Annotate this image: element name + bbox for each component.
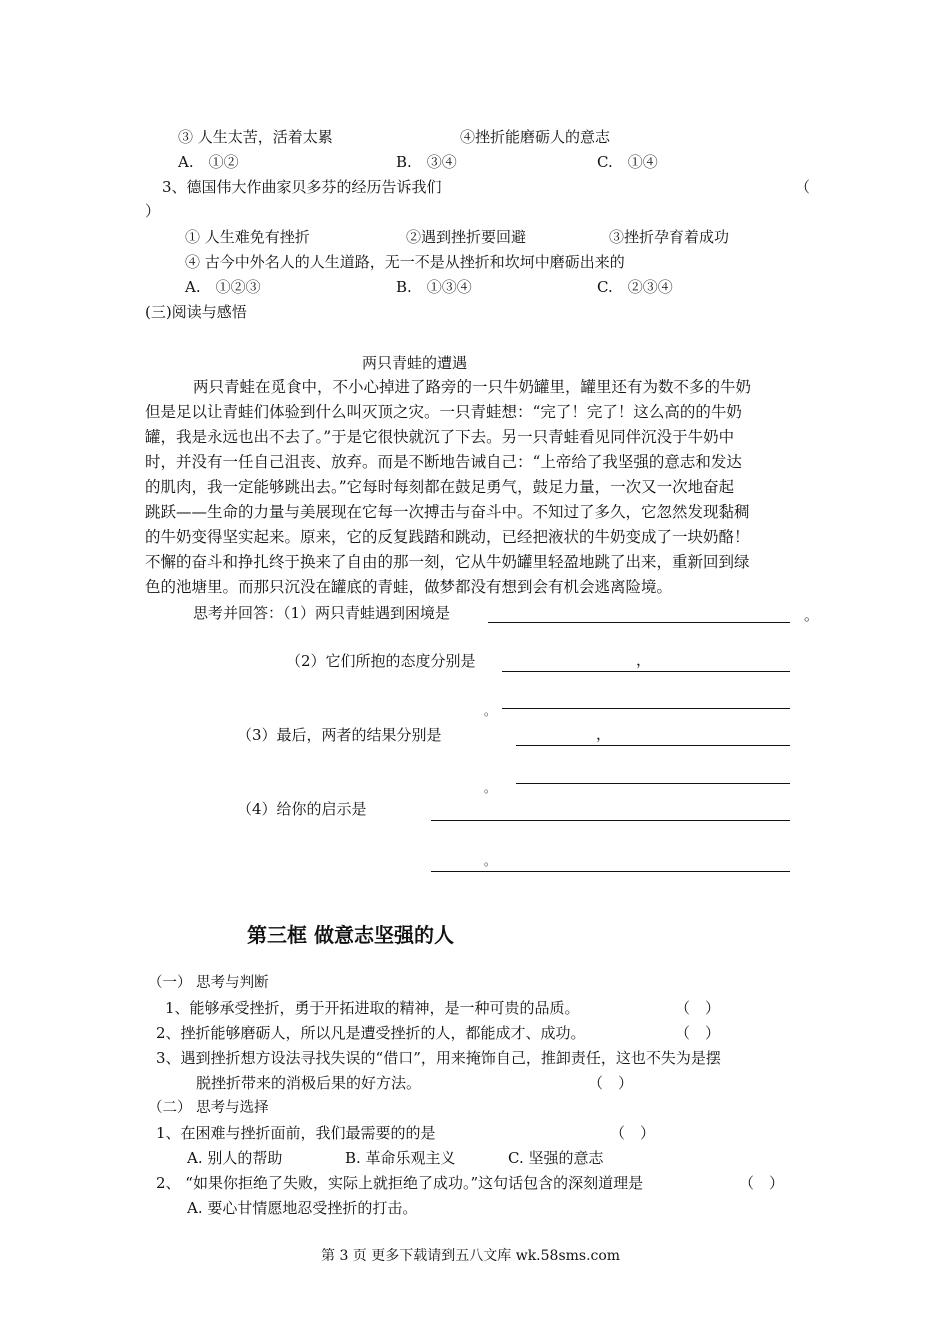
choice-b: B. ③④ — [396, 153, 457, 171]
comma-mark: ， — [596, 725, 612, 743]
answer-line[interactable] — [488, 622, 790, 623]
think-question-4: （4）给你的启示是 — [237, 800, 367, 818]
chapter-title: 第三框 做意志坚强的人 — [247, 923, 454, 947]
judge-heading: （一） 思考与判断 — [148, 975, 269, 991]
answer-paren: （ ） — [675, 1024, 721, 1042]
story-line: 两只青蛙在觅食中，不小心掉进了路旁的一只牛奶罐里，罐里还有为数不多的牛奶 — [193, 378, 752, 396]
choice-1-b: B. 革命乐观主义 — [345, 1149, 456, 1167]
think-question-1: 思考并回答：（1）两只青蛙遇到困境是 — [193, 604, 451, 622]
choice-1-a: A. 别人的帮助 — [187, 1149, 283, 1167]
answer-paren-close: ） — [145, 202, 161, 220]
answer-paren: （ ） — [610, 1124, 656, 1142]
judge-item-1: 1、能够承受挫折，勇于开拓进取的精神，是一种可贵的品质。 — [165, 999, 580, 1017]
answer-line[interactable] — [516, 783, 790, 784]
answer-paren: （ ） — [739, 1174, 785, 1192]
choice-2-a: A. 要心甘情愿地忍受挫折的打击。 — [187, 1199, 418, 1217]
choice-item-1: 1、在困难与挫折面前，我们最需要的的是 — [156, 1124, 436, 1142]
choice-1-c: C. 坚强的意志 — [508, 1149, 604, 1167]
answer-line[interactable] — [431, 871, 790, 872]
story-line: 跳跃——生命的力量与美展现在它每一次搏击与奋斗中。不知过了多久，它忽然发现黏稠 — [145, 503, 750, 521]
option-3: ③ 人生太苦，活着太累 — [178, 128, 333, 146]
answer-paren: （ ） — [588, 1074, 634, 1092]
q3-option-3: ③挫折孕育着成功 — [609, 228, 730, 246]
judge-item-3-cont: 脱挫折带来的消极后果的好方法。 — [196, 1074, 422, 1092]
story-line: 色的池塘里。而那只沉没在罐底的青蛙，做梦都没有想到会有机会逃离险境。 — [145, 578, 673, 596]
choice-c: C. ①④ — [597, 153, 658, 171]
answer-line[interactable] — [431, 820, 790, 821]
story-line: 但是足以让青蛙们体验到什么叫灭顶之灾。一只青蛙想：“完了！完了！这么高的的牛奶 — [145, 403, 742, 421]
answer-paren-open: （ — [795, 178, 811, 196]
section-heading: (三)阅读与感悟 — [145, 303, 247, 321]
period-mark: 。 — [804, 606, 820, 624]
answer-paren: （ ） — [675, 999, 721, 1017]
story-title: 两只青蛙的遭遇 — [362, 354, 468, 372]
q3-choice-c: C. ②③④ — [597, 278, 673, 296]
story-line: 不懈的奋斗和挣扎终于换来了自由的那一刻，它从牛奶罐里轻盈地跳了出来，重新回到绿 — [145, 553, 750, 571]
question-3: 3、德国伟大作曲家贝多芬的经历告诉我们 — [162, 178, 442, 196]
answer-line[interactable] — [502, 671, 790, 672]
judge-item-3: 3、遇到挫折想方设法寻找失误的“借口”，用来掩饰自己，推卸责任，这也不失为是摆 — [156, 1049, 721, 1067]
comma-mark: ， — [636, 651, 652, 669]
page-footer: 第 3 页 更多下载请到五八文库 wk.58sms.com — [321, 1248, 621, 1264]
story-line: 时，并没有一任自己沮丧、放弃。而是不断地告诫自己：“上帝给了我坚强的意志和发达 — [145, 453, 742, 471]
period-mark: 。 — [484, 781, 497, 795]
q3-option-1: ① 人生难免有挫折 — [185, 228, 310, 246]
choice-item-2: 2、 “如果你拒绝了失败，实际上就拒绝了成功。”这句话包含的深刻道理是 — [156, 1174, 644, 1192]
q3-option-2: ②遇到挫折要回避 — [406, 228, 527, 246]
period-mark: 。 — [484, 704, 497, 718]
answer-line[interactable] — [502, 708, 790, 709]
answer-line[interactable] — [516, 745, 790, 746]
story-line: 的肌肉，我一定能够跳出去。”它每时每刻都在鼓足勇气，鼓足力量，一次又一次地奋起 — [145, 478, 735, 496]
q3-choice-b: B. ①③④ — [396, 278, 472, 296]
think-question-3: （3）最后，两者的结果分别是 — [237, 726, 442, 744]
period-mark: 。 — [484, 854, 497, 868]
story-paragraph — [145, 375, 805, 600]
story-line: 的牛奶变得坚实起来。原来，它的反复践踏和跳动，已经把液状的牛奶变成了一块奶酪！ — [145, 528, 750, 546]
choice-heading: （二） 思考与选择 — [148, 1100, 269, 1116]
judge-item-2: 2、挫折能够磨砺人，所以凡是遭受挫折的人，都能成才、成功。 — [156, 1024, 586, 1042]
option-4: ④挫折能磨砺人的意志 — [460, 128, 611, 146]
think-question-2: （2）它们所抱的态度分别是 — [286, 652, 476, 670]
choice-a: A. ①② — [178, 153, 239, 171]
q3-option-4: ④ 古今中外名人的人生道路，无一不是从挫折和坎坷中磨砺出来的 — [185, 253, 625, 271]
story-line: 罐，我是永远也出不去了。”于是它很快就沉了下去。另一只青蛙看见同伴沉没于牛奶中 — [145, 428, 735, 446]
q3-choice-a: A. ①②③ — [185, 278, 261, 296]
